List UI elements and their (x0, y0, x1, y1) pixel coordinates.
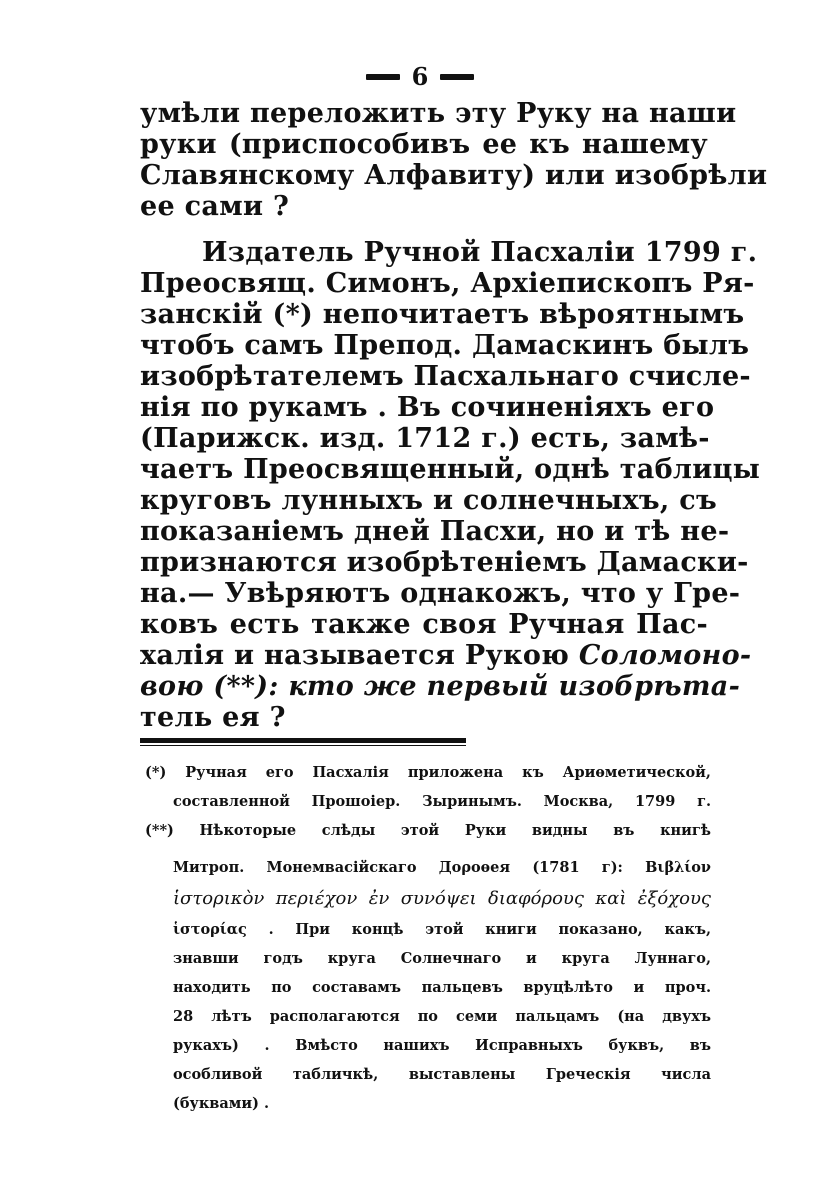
text-line: чаетъ Преосвященный, однѣ таблицы (140, 454, 761, 485)
header-ornament-left (366, 74, 400, 80)
text-line: ковъ есть также своя Ручная Пас- (140, 609, 708, 640)
text-line: (Парижск. изд. 1712 г.) есть, замѣ- (140, 423, 710, 454)
text-line: тель ея ? (140, 702, 286, 733)
footnote-line: Митроп. Монемвасійскаго Доροѳея (1781 г): Βιβλίον (173, 859, 711, 876)
text-line-part: халія и называется Рукою (140, 640, 570, 671)
text-line: умѣли переложить эту Руку на наши (140, 98, 737, 129)
main-text (140, 98, 768, 733)
text-line: на.— Увѣряютъ однакожъ, что у Гре- (140, 578, 741, 609)
text-line: Славянскому Алфавиту) или изобрѣли (140, 160, 768, 191)
text-line: нія по рукамъ . Въ сочиненіяхъ его (140, 392, 715, 423)
text-line: чтобъ самъ Препод. Дамаскинъ былъ (140, 330, 750, 361)
page-header (0, 62, 840, 92)
footnotes (145, 758, 711, 1118)
text-line: показаніемъ дней Пасхи, но и тѣ не- (140, 516, 730, 547)
text-line: изобрѣтателемъ Пасхальнаго счисле- (140, 361, 751, 392)
footnote-line: находить по составамъ пальцевъ вруцѣлѣто и проч. (173, 979, 711, 996)
text-line: признаются изобрѣтеніемъ Дамаски- (140, 547, 749, 578)
footnote-rule (140, 738, 466, 743)
footnote-line: (**) Нѣкоторые слѣды этой Руки видны въ книгѣ (145, 822, 711, 839)
italic-name: вою (**): кто же первый изобрѣта- (140, 671, 741, 702)
footnote-line: (буквами) . (173, 1095, 270, 1112)
text-line: круговъ лунныхъ и солнечныхъ, съ (140, 485, 718, 516)
footnote-line: знавши годъ круга Солнечнаго и круга Луннаго, (173, 950, 711, 967)
header-ornament-right (440, 74, 474, 80)
footnote-line: (*) Ручная его Пасхалія приложена къ Ариѳметической, (145, 764, 711, 781)
text-line: ее сами ? (140, 191, 290, 222)
footnote-line: особливой табличкѣ, выставлены Греческія числа (173, 1066, 711, 1083)
footnote-line: ἱστορίας . При концѣ этой книги показано, какъ, (173, 921, 711, 938)
text-line: занскій (*) непочитаетъ вѣроятнымъ (140, 299, 745, 330)
footnote-line: рукахъ) . Вмѣсто нашихъ Исправныхъ буквъ, въ (173, 1037, 711, 1054)
text-line (140, 671, 741, 702)
text-line: руки (приспособивъ ее къ нашему (140, 129, 708, 160)
text-line: Преосвящ. Симонъ, Архіепископъ Ря- (140, 268, 755, 299)
text-line: Издатель Ручной Пасхаліи 1799 г. (202, 237, 758, 268)
page-number: 6 (411, 62, 429, 91)
footnote-line: 28 лѣтъ располагаются по семи пальцамъ (на двухъ (173, 1008, 711, 1025)
text-line (140, 640, 752, 671)
footnote-line: составленной Прошоіер. Зыринымъ. Москва, 1799 г. (173, 793, 711, 810)
footnote-rule-thin (140, 745, 466, 746)
italic-name: Соломоно- (578, 640, 752, 671)
footnote-line-greek: ἱστορικὸν περιέχον ἐν συνόψει διαφόρους καὶ ἐξόχους (173, 888, 711, 909)
